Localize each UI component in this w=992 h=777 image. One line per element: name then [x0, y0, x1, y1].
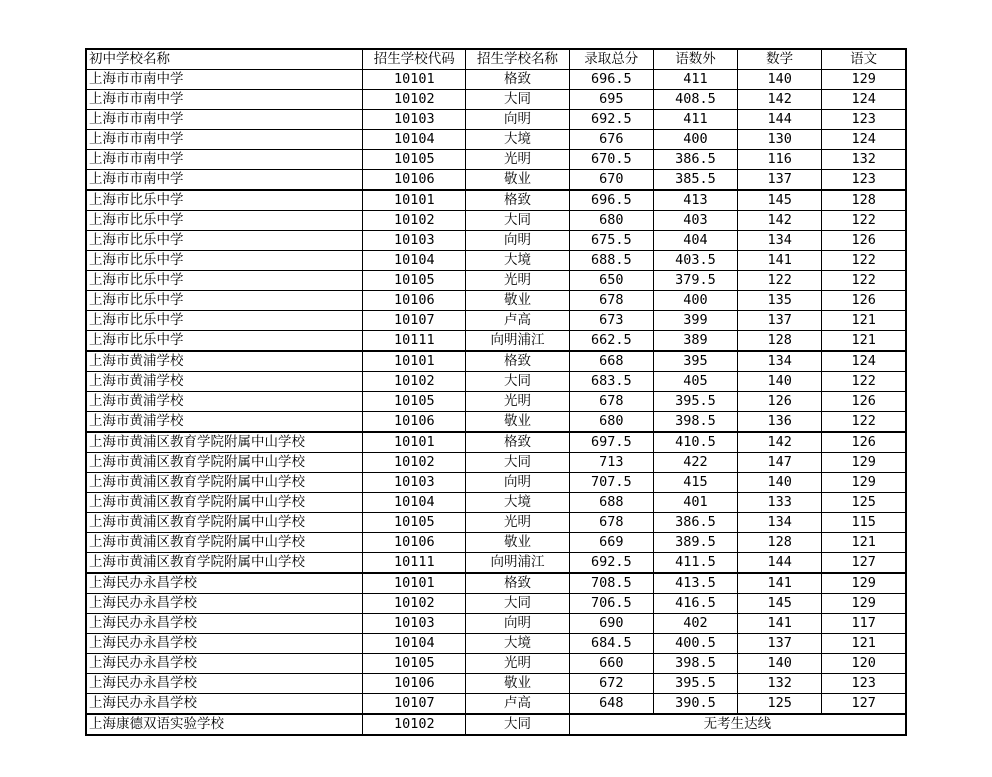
cell-ysw: 413 [653, 190, 737, 211]
cell-total: 672 [569, 674, 653, 694]
cell-math: 137 [738, 634, 822, 654]
cell-target: 向明 [466, 614, 569, 634]
cell-total: 678 [569, 291, 653, 311]
table-row [86, 110, 906, 130]
cell-ysw: 403 [653, 211, 737, 231]
cell-total: 690 [569, 614, 653, 634]
cell-school: 上海市比乐中学 [86, 291, 363, 311]
table-row [86, 493, 906, 513]
cell-target: 光明 [466, 150, 569, 170]
header-chinese: 语文 [822, 49, 906, 70]
cell-target: 大同 [466, 714, 569, 735]
table-row [86, 170, 906, 191]
cell-ysw: 413.5 [653, 573, 737, 594]
cell-total: 662.5 [569, 331, 653, 352]
cell-math: 141 [738, 614, 822, 634]
cell-code: 10103 [363, 110, 466, 130]
cell-school: 上海市市南中学 [86, 130, 363, 150]
header-math: 数学 [738, 49, 822, 70]
cell-ysw: 411 [653, 70, 737, 90]
cell-math: 135 [738, 291, 822, 311]
cell-total: 708.5 [569, 573, 653, 594]
cell-chinese: 124 [822, 130, 906, 150]
cell-school: 上海民办永昌学校 [86, 654, 363, 674]
cell-math: 134 [738, 513, 822, 533]
cell-school: 上海市黄浦学校 [86, 412, 363, 433]
cell-code: 10104 [363, 493, 466, 513]
cell-total: 650 [569, 271, 653, 291]
cell-chinese: 129 [822, 594, 906, 614]
cell-school: 上海民办永昌学校 [86, 674, 363, 694]
cell-total: 678 [569, 513, 653, 533]
cell-chinese: 126 [822, 392, 906, 412]
cell-total: 692.5 [569, 553, 653, 574]
table-row [86, 432, 906, 453]
cell-target: 敬业 [466, 533, 569, 553]
cell-target: 大境 [466, 493, 569, 513]
cell-code: 10105 [363, 271, 466, 291]
cell-code: 10105 [363, 513, 466, 533]
cell-school: 上海市市南中学 [86, 70, 363, 90]
cell-chinese: 115 [822, 513, 906, 533]
table-row [86, 654, 906, 674]
cell-math: 145 [738, 594, 822, 614]
cell-target: 大同 [466, 211, 569, 231]
cell-ysw: 398.5 [653, 412, 737, 433]
cell-math: 126 [738, 392, 822, 412]
cell-school: 上海市黄浦区教育学院附属中山学校 [86, 553, 363, 574]
cell-ysw: 398.5 [653, 654, 737, 674]
cell-school: 上海市黄浦学校 [86, 392, 363, 412]
cell-school: 上海市黄浦学校 [86, 351, 363, 372]
header-junior-school: 初中学校名称 [86, 49, 363, 70]
cell-code: 10107 [363, 311, 466, 331]
cell-ysw: 416.5 [653, 594, 737, 614]
cell-target: 向明 [466, 231, 569, 251]
cell-target: 敬业 [466, 170, 569, 191]
header-ysw: 语数外 [653, 49, 737, 70]
cell-code: 10111 [363, 553, 466, 574]
cell-note: 无考生达线 [569, 714, 906, 735]
table-row [86, 271, 906, 291]
cell-ysw: 415 [653, 473, 737, 493]
cell-ysw: 401 [653, 493, 737, 513]
cell-total: 673 [569, 311, 653, 331]
cell-math: 137 [738, 311, 822, 331]
cell-target: 光明 [466, 271, 569, 291]
cell-math: 142 [738, 432, 822, 453]
cell-chinese: 122 [822, 372, 906, 392]
header-total: 录取总分 [569, 49, 653, 70]
cell-ysw: 400 [653, 291, 737, 311]
cell-math: 132 [738, 674, 822, 694]
cell-ysw: 389 [653, 331, 737, 352]
cell-total: 648 [569, 694, 653, 715]
cell-code: 10101 [363, 351, 466, 372]
cell-total: 670.5 [569, 150, 653, 170]
cell-target: 向明浦江 [466, 553, 569, 574]
table-row [86, 513, 906, 533]
cell-school: 上海市黄浦区教育学院附属中山学校 [86, 533, 363, 553]
cell-total: 660 [569, 654, 653, 674]
cell-school: 上海市市南中学 [86, 90, 363, 110]
cell-target: 大同 [466, 372, 569, 392]
cell-chinese: 122 [822, 271, 906, 291]
cell-ysw: 404 [653, 231, 737, 251]
cell-math: 116 [738, 150, 822, 170]
cell-chinese: 128 [822, 190, 906, 211]
cell-ysw: 422 [653, 453, 737, 473]
cell-code: 10104 [363, 130, 466, 150]
cell-school: 上海民办永昌学校 [86, 694, 363, 715]
cell-ysw: 400 [653, 130, 737, 150]
cell-target: 大境 [466, 634, 569, 654]
cell-target: 向明浦江 [466, 331, 569, 352]
cell-code: 10101 [363, 190, 466, 211]
cell-chinese: 124 [822, 90, 906, 110]
cell-code: 10102 [363, 372, 466, 392]
cell-school: 上海民办永昌学校 [86, 573, 363, 594]
table-row [86, 130, 906, 150]
cell-code: 10105 [363, 150, 466, 170]
table-row [86, 150, 906, 170]
cell-chinese: 132 [822, 150, 906, 170]
header-row [86, 49, 906, 70]
cell-total: 675.5 [569, 231, 653, 251]
cell-code: 10101 [363, 573, 466, 594]
cell-total: 695 [569, 90, 653, 110]
admission-scores-table [85, 48, 907, 736]
cell-total: 688.5 [569, 251, 653, 271]
cell-total: 678 [569, 392, 653, 412]
cell-code: 10102 [363, 90, 466, 110]
cell-chinese: 129 [822, 70, 906, 90]
table-row [86, 573, 906, 594]
cell-ysw: 395.5 [653, 674, 737, 694]
cell-math: 140 [738, 473, 822, 493]
cell-math: 147 [738, 453, 822, 473]
cell-school: 上海市比乐中学 [86, 311, 363, 331]
cell-school: 上海市比乐中学 [86, 271, 363, 291]
cell-target: 光明 [466, 392, 569, 412]
cell-math: 122 [738, 271, 822, 291]
table-body [86, 70, 906, 715]
cell-math: 140 [738, 372, 822, 392]
cell-total: 680 [569, 412, 653, 433]
cell-target: 光明 [466, 654, 569, 674]
cell-ysw: 386.5 [653, 150, 737, 170]
cell-chinese: 121 [822, 533, 906, 553]
cell-chinese: 123 [822, 674, 906, 694]
table-row [86, 231, 906, 251]
cell-school: 上海市黄浦区教育学院附属中山学校 [86, 493, 363, 513]
cell-math: 130 [738, 130, 822, 150]
cell-total: 713 [569, 453, 653, 473]
cell-math: 140 [738, 654, 822, 674]
cell-target: 格致 [466, 190, 569, 211]
table-row [86, 674, 906, 694]
cell-total: 676 [569, 130, 653, 150]
cell-school: 上海市市南中学 [86, 110, 363, 130]
cell-total: 707.5 [569, 473, 653, 493]
cell-school: 上海康德双语实验学校 [86, 714, 363, 735]
cell-ysw: 395 [653, 351, 737, 372]
table-row [86, 291, 906, 311]
cell-ysw: 408.5 [653, 90, 737, 110]
cell-total: 668 [569, 351, 653, 372]
cell-ysw: 411.5 [653, 553, 737, 574]
cell-chinese: 126 [822, 231, 906, 251]
cell-chinese: 125 [822, 493, 906, 513]
cell-code: 10102 [363, 714, 466, 735]
table-row [86, 372, 906, 392]
cell-total: 706.5 [569, 594, 653, 614]
cell-ysw: 403.5 [653, 251, 737, 271]
cell-school: 上海市比乐中学 [86, 331, 363, 352]
cell-code: 10104 [363, 251, 466, 271]
cell-math: 133 [738, 493, 822, 513]
cell-target: 格致 [466, 351, 569, 372]
cell-math: 145 [738, 190, 822, 211]
table-row [86, 190, 906, 211]
cell-chinese: 127 [822, 553, 906, 574]
cell-math: 137 [738, 170, 822, 191]
cell-chinese: 124 [822, 351, 906, 372]
cell-math: 142 [738, 211, 822, 231]
cell-chinese: 123 [822, 110, 906, 130]
cell-math: 142 [738, 90, 822, 110]
cell-math: 128 [738, 533, 822, 553]
cell-target: 光明 [466, 513, 569, 533]
table-row [86, 311, 906, 331]
cell-ysw: 405 [653, 372, 737, 392]
cell-total: 692.5 [569, 110, 653, 130]
cell-school: 上海民办永昌学校 [86, 614, 363, 634]
cell-target: 大同 [466, 453, 569, 473]
cell-target: 格致 [466, 573, 569, 594]
cell-school: 上海市比乐中学 [86, 251, 363, 271]
cell-school: 上海市市南中学 [86, 150, 363, 170]
cell-chinese: 126 [822, 432, 906, 453]
cell-total: 697.5 [569, 432, 653, 453]
cell-math: 134 [738, 231, 822, 251]
cell-code: 10102 [363, 211, 466, 231]
cell-chinese: 123 [822, 170, 906, 191]
cell-chinese: 121 [822, 634, 906, 654]
cell-target: 卢高 [466, 311, 569, 331]
cell-ysw: 386.5 [653, 513, 737, 533]
cell-math: 128 [738, 331, 822, 352]
cell-total: 683.5 [569, 372, 653, 392]
cell-target: 向明 [466, 110, 569, 130]
cell-code: 10104 [363, 634, 466, 654]
cell-code: 10103 [363, 614, 466, 634]
cell-school: 上海市比乐中学 [86, 190, 363, 211]
cell-code: 10106 [363, 412, 466, 433]
cell-ysw: 389.5 [653, 533, 737, 553]
cell-code: 10106 [363, 291, 466, 311]
cell-total: 696.5 [569, 70, 653, 90]
cell-chinese: 127 [822, 694, 906, 715]
table-row [86, 90, 906, 110]
cell-code: 10111 [363, 331, 466, 352]
cell-target: 格致 [466, 432, 569, 453]
cell-chinese: 122 [822, 211, 906, 231]
table-row [86, 351, 906, 372]
cell-target: 向明 [466, 473, 569, 493]
cell-total: 680 [569, 211, 653, 231]
table-row [86, 634, 906, 654]
cell-code: 10106 [363, 533, 466, 553]
cell-target: 格致 [466, 70, 569, 90]
table-row [86, 614, 906, 634]
cell-chinese: 129 [822, 473, 906, 493]
cell-target: 敬业 [466, 412, 569, 433]
cell-math: 141 [738, 573, 822, 594]
cell-chinese: 129 [822, 573, 906, 594]
cell-math: 144 [738, 110, 822, 130]
cell-school: 上海市黄浦区教育学院附属中山学校 [86, 453, 363, 473]
table-row [86, 694, 906, 715]
cell-school: 上海市黄浦区教育学院附属中山学校 [86, 473, 363, 493]
table-row [86, 70, 906, 90]
cell-code: 10107 [363, 694, 466, 715]
cell-code: 10103 [363, 473, 466, 493]
cell-school: 上海民办永昌学校 [86, 634, 363, 654]
cell-target: 卢高 [466, 694, 569, 715]
cell-ysw: 390.5 [653, 694, 737, 715]
cell-ysw: 400.5 [653, 634, 737, 654]
cell-chinese: 126 [822, 291, 906, 311]
cell-school: 上海市比乐中学 [86, 231, 363, 251]
cell-school: 上海市黄浦区教育学院附属中山学校 [86, 513, 363, 533]
cell-target: 大同 [466, 594, 569, 614]
cell-chinese: 129 [822, 453, 906, 473]
cell-chinese: 122 [822, 251, 906, 271]
table-row [86, 473, 906, 493]
cell-code: 10102 [363, 594, 466, 614]
cell-code: 10105 [363, 654, 466, 674]
cell-school: 上海民办永昌学校 [86, 594, 363, 614]
cell-math: 125 [738, 694, 822, 715]
cell-total: 684.5 [569, 634, 653, 654]
cell-code: 10106 [363, 674, 466, 694]
cell-math: 144 [738, 553, 822, 574]
cell-total: 696.5 [569, 190, 653, 211]
cell-code: 10101 [363, 70, 466, 90]
cell-ysw: 402 [653, 614, 737, 634]
cell-ysw: 399 [653, 311, 737, 331]
cell-math: 141 [738, 251, 822, 271]
cell-target: 敬业 [466, 674, 569, 694]
cell-ysw: 410.5 [653, 432, 737, 453]
cell-chinese: 117 [822, 614, 906, 634]
cell-math: 134 [738, 351, 822, 372]
cell-target: 敬业 [466, 291, 569, 311]
cell-code: 10103 [363, 231, 466, 251]
cell-ysw: 395.5 [653, 392, 737, 412]
cell-target: 大境 [466, 130, 569, 150]
cell-total: 688 [569, 493, 653, 513]
cell-chinese: 121 [822, 311, 906, 331]
cell-school: 上海市黄浦区教育学院附属中山学校 [86, 432, 363, 453]
cell-ysw: 379.5 [653, 271, 737, 291]
table-row [86, 331, 906, 352]
table-row [86, 553, 906, 574]
cell-chinese: 121 [822, 331, 906, 352]
table-row [86, 251, 906, 271]
cell-school: 上海市黄浦学校 [86, 372, 363, 392]
cell-target: 大境 [466, 251, 569, 271]
cell-code: 10102 [363, 453, 466, 473]
cell-code: 10105 [363, 392, 466, 412]
table-row [86, 594, 906, 614]
cell-code: 10101 [363, 432, 466, 453]
cell-chinese: 122 [822, 412, 906, 433]
table-row [86, 211, 906, 231]
cell-code: 10106 [363, 170, 466, 191]
table-row [86, 533, 906, 553]
cell-target: 大同 [466, 90, 569, 110]
cell-ysw: 385.5 [653, 170, 737, 191]
last-row [86, 714, 906, 735]
cell-school: 上海市比乐中学 [86, 211, 363, 231]
header-code: 招生学校代码 [363, 49, 466, 70]
cell-total: 670 [569, 170, 653, 191]
table-row [86, 453, 906, 473]
cell-math: 140 [738, 70, 822, 90]
cell-total: 669 [569, 533, 653, 553]
table-row [86, 412, 906, 433]
cell-math: 136 [738, 412, 822, 433]
cell-school: 上海市市南中学 [86, 170, 363, 191]
table-row [86, 392, 906, 412]
cell-chinese: 120 [822, 654, 906, 674]
header-target-school: 招生学校名称 [466, 49, 569, 70]
cell-ysw: 411 [653, 110, 737, 130]
